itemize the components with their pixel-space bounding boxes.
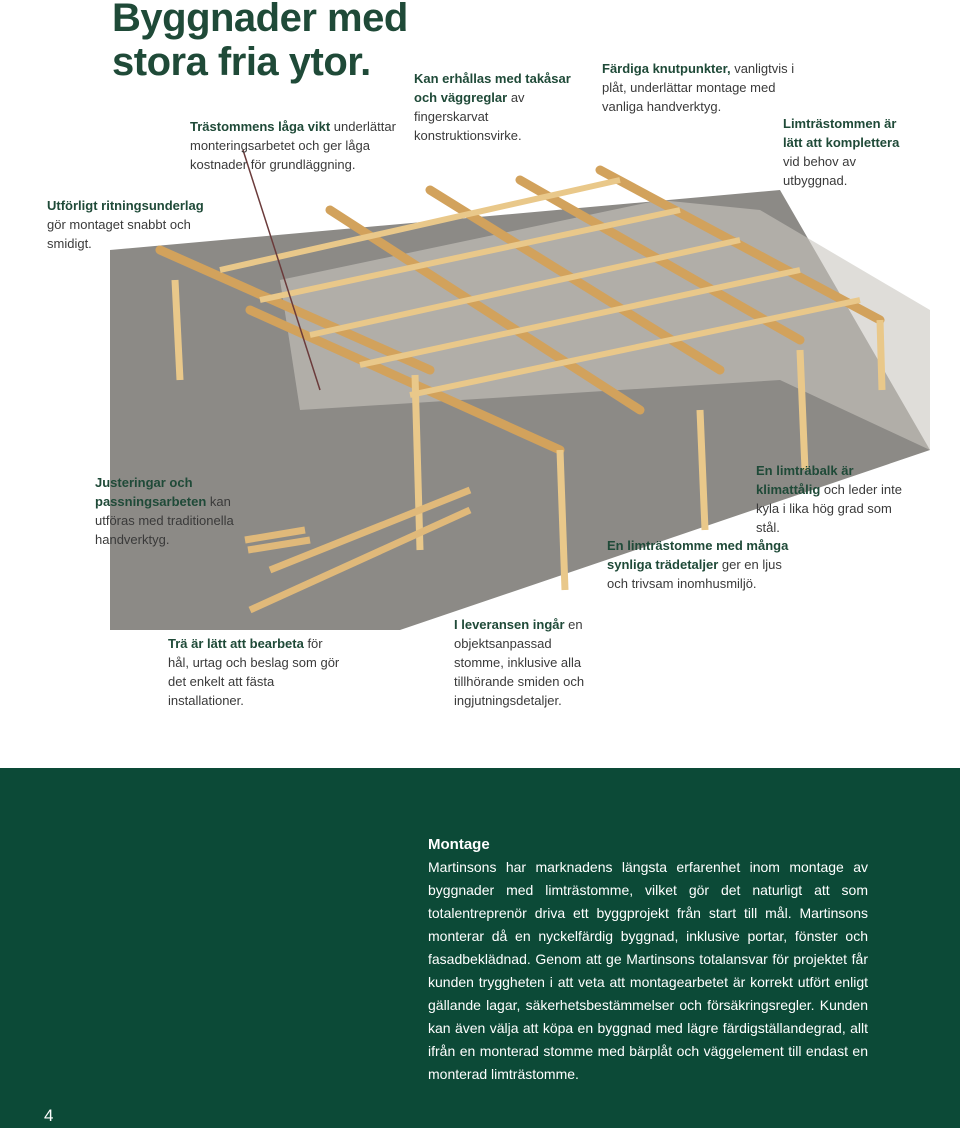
callout-extend: Limträstommen är lätt att komplettera vid behov av utbyggnad. [783,116,900,188]
page-number: 4 [44,1106,54,1125]
page-title: Byggnader med stora fria ytor. [112,0,408,84]
callout-light-weight: Trästommens låga vikt underlättar monteringsarbetet och ger låga kostnader för grundläggning. [190,119,396,172]
montage-heading: Montage [428,836,490,853]
montage-body: Martinsons har marknadens längsta erfarenhet inom montage av byggnader med limträstomme, vilket gör det naturligt att som totalentreprenör driva ett byggprojekt från start till mål. Martinsons monterar då en nyckelfärdig byggnad, inklusive portar, fönster och fasadbeklädnad. Genom att ge Martinsons totalansvar för projektet får kunden tryggheten i att veta att montagearbetet är korrekt utfört enligt gällande lagar, säkerhetsbestämmelser och försäkringsregler. Kunden kan även välja att köpa en byggnad med lägre färdigställandegrad, allt ifrån en monterad stomme med bärplåt och väggelement till endast en monterad limträstomme. [428,859,868,1082]
callout-nodes: Färdiga knutpunkter, vanligtvis i plåt, underlättar montage med vanliga handverktyg. [602,61,795,114]
montage-section [428,834,868,1086]
callout-wood: Trä är lätt att bearbeta för hål, urtag och beslag som gör det enkelt att fästa installationer. [168,636,340,708]
callout-adjust: Justeringar och passningsarbeten kan utföras med traditionella handverktyg. [95,475,234,547]
callout-drawings: Utförligt ritningsunderlag gör montaget snabbt och smidigt. [47,198,204,251]
callout-fingerjoint: Kan erhållas med takåsar och väggreglar av fingerskarvat konstruktionsvirke. [414,71,571,143]
callout-delivery: I leveransen ingår en objektsanpassad stomme, inklusive alla tillhörande smiden och ingjutningsdetaljer. [454,617,585,708]
callout-climate: En limträbalk är klimattålig och leder inte kyla i lika hög grad som stål. [756,463,902,535]
callout-visible: En limträstomme med många synliga trädetaljer ger en ljus och trivsam inomhusmiljö. [607,538,789,591]
